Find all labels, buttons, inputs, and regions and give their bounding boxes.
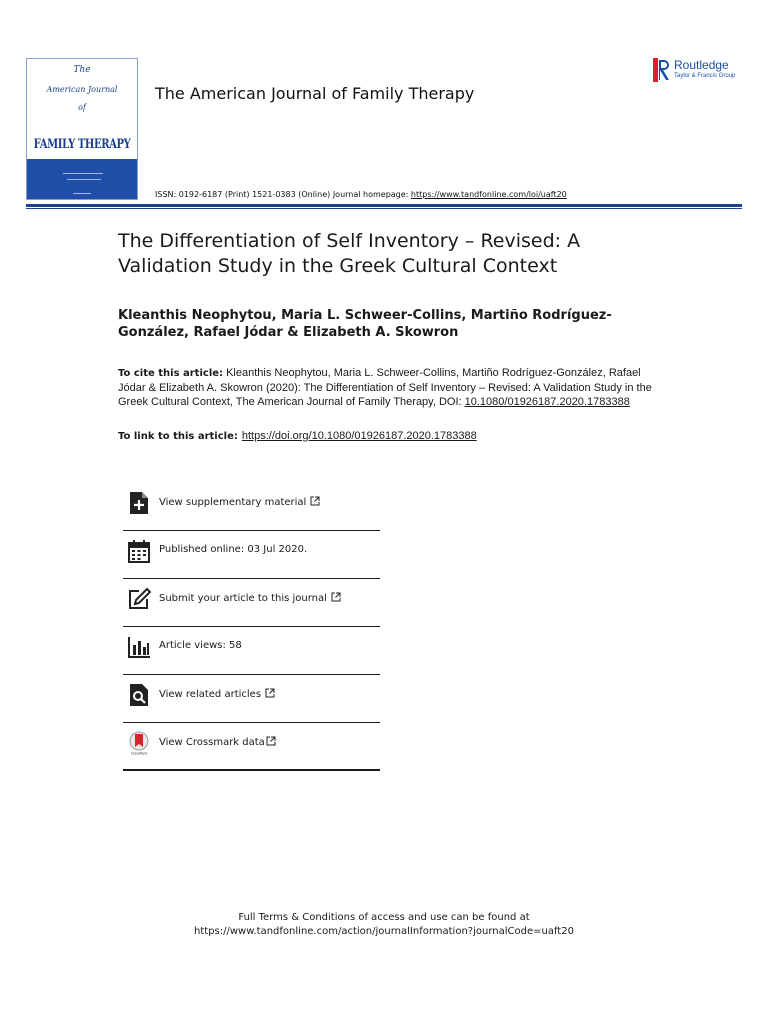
external-link-icon [310,496,320,506]
article-link-line [118,430,477,442]
cover-title-area [27,59,137,160]
journal-title: The American Journal of Family Therapy [155,84,475,103]
list-item-label: View supplementary material [159,496,320,508]
footer-terms-link[interactable]: https://www.tandfonline.com/action/journalInformation?journalCode=uaft20 [194,926,574,937]
cover-line-american-journal: American Journal [46,85,118,94]
journal-cover-image [26,58,138,200]
crossmark-caption: CrossMark [130,751,148,755]
citation-block [118,366,658,409]
crossmark-icon [127,731,151,755]
cover-line-the: The [73,65,91,75]
article-doi-link[interactable]: https://doi.org/10.1080/01926187.2020.1783388 [241,430,477,442]
publisher-logo [653,58,753,86]
journal-homepage-link[interactable]: https://www.tandfonline.com/loi/uaft20 [410,190,567,199]
header-divider [26,204,742,207]
list-item-label: Article views: 58 [159,640,242,651]
publisher-name: Routledge [674,58,729,72]
external-link-icon [331,592,341,602]
routledge-logo-icon [653,58,670,82]
list-item-crossmark[interactable] [123,723,380,771]
terms-footer [0,911,768,939]
citation-doi-link[interactable]: 10.1080/01926187.2020.1783388 [464,396,630,408]
issn-line [155,190,567,199]
cover-band [27,159,137,199]
edit-icon [127,587,151,611]
list-item-related[interactable] [123,675,380,723]
article-title: The Differentiation of Self Inventory – Revised: A Validation Study in the Greek Cultural Context [118,230,581,277]
list-item-supplementary[interactable] [123,483,380,531]
cover-line-of: of [78,103,86,112]
list-item-views [123,627,380,675]
search-document-icon [127,683,151,707]
article-info-list [123,483,380,771]
header-divider-thin [26,208,742,209]
calendar-icon [127,539,151,563]
list-item-label: View related articles [159,688,275,700]
list-item-submit[interactable] [123,579,380,627]
list-item-published [123,531,380,579]
bar-chart-icon [127,635,151,659]
add-document-icon [127,491,151,515]
issn-text: ISSN: 0192-6187 (Print) 1521-0383 (Online) Journal homepage: [155,190,411,199]
citation-label: To cite this article: [118,368,224,379]
cover-line-family-therapy: FAMILY THERAPY [33,137,131,152]
external-link-icon [265,688,275,698]
publisher-subtitle: Taylor & Francis Group [674,73,736,79]
citation-text: Kleanthis Neophytou, Maria L. Schweer-Collins, Martiño Rodríguez-González, Rafael Jódar & Elizabeth A. Skowron (2020): The Differentiation of Self Inventory – Revised: A Validation Study in the Greek Cultural Context, The American Journal of Family Therapy, DOI: [118,367,652,408]
article-authors: Kleanthis Neophytou, Maria L. Schweer-Collins, Martiño Rodríguez-González, Rafael Jódar & Elizabeth A. Skowron [118,308,612,340]
footer-line-1: Full Terms & Conditions of access and use can be found at [238,912,530,923]
list-item-label: View Crossmark data [159,736,276,748]
list-item-label: Submit your article to this journal [159,592,341,604]
list-item-label: Published online: 03 Jul 2020. [159,544,308,555]
link-label: To link to this article: [118,431,238,442]
external-link-icon [266,736,276,746]
